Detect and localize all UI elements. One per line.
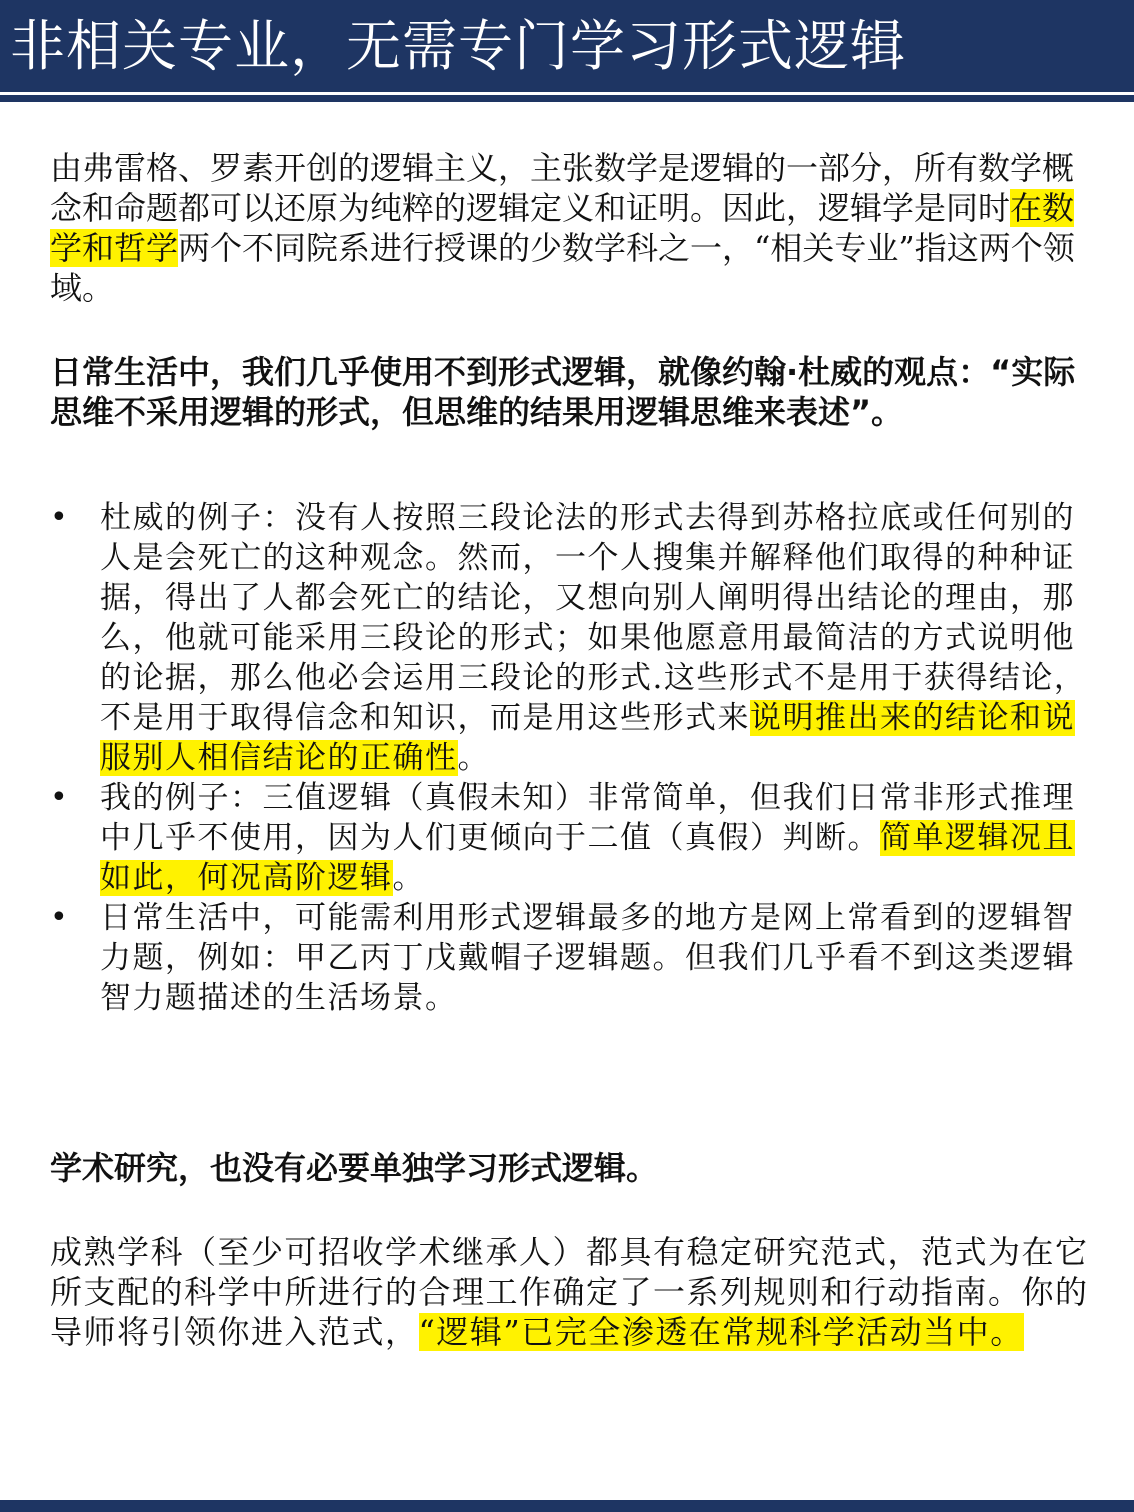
footer-bar (0, 1500, 1134, 1512)
list-item-text: 日常生活中，可能需利用形式逻辑最多的地方是网上常看到的逻辑智力题，例如：甲乙丙丁戊戴帽子逻辑题。但我们几乎看不到这类逻辑智力题描述的生活场景。 (100, 900, 1075, 1016)
list-item-tail: 。 (392, 860, 425, 896)
list-item-highlight: 说明推出来的结论和说服别人相信结论的正确性 (100, 700, 1075, 776)
list-item-mine (50, 778, 1090, 898)
bullet-icon: • (50, 780, 70, 815)
closing-text: 成熟学科（至少可招收学术继承人）都具有稳定研究范式，范式为在它所支配的科学中所进行的合理工作确定了一系列规则和行动指南。你的导师将引领你进入范式， (50, 1233, 1089, 1351)
list-item-tail: 。 (457, 740, 490, 776)
intro-text-b: 两个不同院系进行授课的少数学科之一，“相关专业”指这两个领域。 (50, 229, 1075, 307)
claim-academic: 学术研究，也没有必要单独学习形式逻辑。 (50, 1149, 659, 1187)
claim-daily-life: 日常生活中，我们几乎使用不到形式逻辑，就像约翰·杜威的观点：“实际思维不采用逻辑的形式，但思维的结果用逻辑思维来表述”。 (50, 353, 1076, 431)
intro-highlight: 在数学和哲学 (50, 189, 1075, 267)
bullet-icon: • (50, 900, 70, 935)
list-item-dewey (50, 498, 1090, 778)
list-item-highlight: 简单逻辑况且如此，何况高阶逻辑 (100, 820, 1075, 896)
list-item-puzzles (50, 898, 1090, 1018)
closing-highlight: “逻辑”已完全渗透在常规科学活动当中。 (418, 1313, 1024, 1351)
intro-text-a: 由弗雷格、罗素开创的逻辑主义，主张数学是逻辑的一部分，所有数学概念和命题都可以还原为纯粹的逻辑定义和证明。因此，逻辑学是同时 (50, 149, 1075, 227)
bullet-icon: • (50, 500, 70, 535)
closing-paragraph (50, 1232, 1100, 1352)
list-item-text: 杜威的例子：没有人按照三段论法的形式去得到苏格拉底或任何别的人是会死亡的这种观念。然而，一个人搜集并解释他们取得的种种证据，得出了人都会死亡的结论，又想向别人阐明得出结论的理由，那么，他就可能采用三段论的形式；如果他愿意用最简洁的方式说明他的论据，那么他必会运用三段论的形式.这些形式不是用于获得结论，不是用于取得信念和知识，而是用这些形式来 (100, 500, 1087, 736)
example-list (50, 498, 1090, 1018)
header-banner (0, 0, 1134, 92)
list-item-text: 我的例子：三值逻辑（真假未知）非常简单，但我们日常非形式推理中几乎不使用，因为人们更倾向于二值（真假）判断。 (100, 780, 1075, 856)
page-title: 非相关专业，无需专门学习形式逻辑 (10, 14, 907, 78)
intro-paragraph (50, 148, 1100, 308)
header-rule (0, 95, 1134, 102)
